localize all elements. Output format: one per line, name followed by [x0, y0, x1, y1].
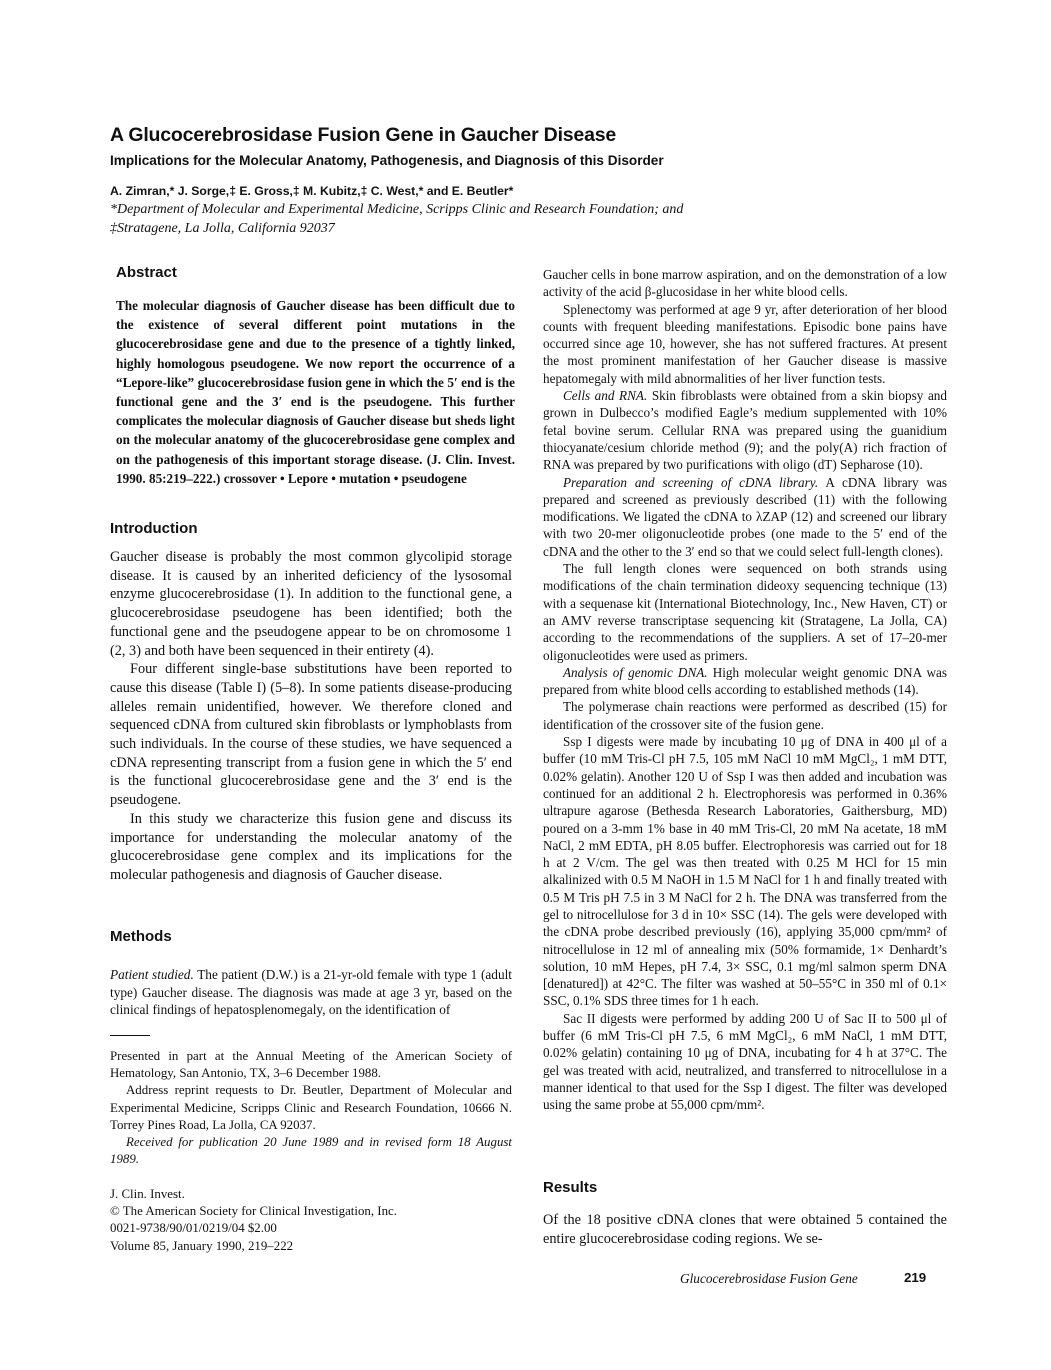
methods-paragraph	[543, 664, 947, 699]
intro-paragraph: In this study we characterize this fusion gene and discuss its importance for understanding the molecular anatomy of the glucocerebrosidase gene complex and its implications for the molecular pathogenesis and diagnosis of Gaucher disease.	[110, 810, 512, 883]
methods-paragraph	[543, 474, 947, 560]
genomic-dna-text: High molecular weight genomic DNA was prepared from white blood cells according to established methods (14).	[543, 664, 947, 698]
methods-paragraph: Gaucher cells in bone marrow aspiration, and on the demonstration of a low activity of the acid β-glucosidase in her white blood cells.	[543, 267, 947, 300]
abstract-text: The molecular diagnosis of Gaucher disease has been difficult due to the existence of several different point mutations in the glucocerebrosidase gene and due to the presence of a tightly linked, highly homologous pseudogene. We now report the occurrence of a “Lepore-like” glucocerebrosidase fusion gene in which the 5′ end is the functional gene and the 3′ end is the pseudogene. This further complicates the molecular diagnosis of Gaucher disease but sheds light on the molecular anatomy of the glucocerebrosidase gene complex and on the pathogenesis of this important storage disease. (J. Clin. Invest. 1990. 85:219–222.) crossover • Lepore • mutation • pseudogene	[116, 298, 515, 486]
article-title: A Glucocerebrosidase Fusion Gene in Gaucher Disease	[110, 124, 617, 146]
journal-line: 0021-9738/90/01/0219/04 $2.00	[110, 1221, 277, 1236]
methods-paragraph: Ssp I digests were made by incubating 10 μg of DNA in 400 μl of a buffer (10 mM Tris-Cl pH 7.5, 105 mM NaCl 10 mM MgCl₂, 1 mM DTT, 0.02% gelatin). Another 120 U of Ssp I was then added and incubation was continued for an additional 2 h. Electrophoresis was performed in 0.36% ultrapure agarose (Bethesda Research Laboratories, Gaithersburg, MD) poured on a 3-mm 1% base in 40 mM Tris-Cl, 20 mM Na acetate, 18 mM NaCl, 2 mM EDTA, pH 8.05 buffer. Electrophoresis was carried out for 18 h at 2 V/cm. The gel was then treated with 0.25 M HCl for 15 min alkalinized with 0.5 M NaOH in 1.5 M NaCl for 1 h and finally treated with 0.5 M Tris pH 7.5 in 3 M NaCl for 2 h. The DNA was transferred from the gel to nitrocellulose for 3 d in 10× SSC (14). The gels were developed with the cDNA probe described previously (16), applying 35,000 cpm/mm² of nitrocellulose in 12 ml of annealing mix (50% formamide, 1× Denhardt’s solution, 10 mM Hepes, pH 7.4, 3× SSC, 0.1 mg/ml salmon sperm DNA [denatured]) at 42°C. The filter was washed at 50–55°C in 350 ml of 0.1× SSC, 0.1% SDS three times for 1 h each.	[543, 734, 947, 1009]
methods-paragraph	[543, 387, 947, 473]
footnote-divider	[110, 1035, 150, 1036]
methods-paragraph: Sac II digests were performed by adding 200 U of Sac II to 500 μl of buffer (6 mM Tris-Cl pH 7.5, 6 mM MgCl₂, 6 mM NaCl, 1 mM DTT, 0.02% gelatin) containing 10 μg of DNA, incubating for 4 h at 37°C. The gel was treated with acid, neutralized, and transferred to nitrocellulose in a manner identical to that used for the Ssp I digest. The filter was developed using the same probe at 55,000 cpm/mm².	[543, 1010, 947, 1113]
patient-studied-text: The patient (D.W.) is a 21-yr-old female with type 1 (adult type) Gaucher disease. The diagnosis was made at age 3 yr, based on the clinical findings of hepatosplenomegaly, on the identification of	[110, 967, 512, 1018]
journal-line: Volume 85, January 1990, 219–222	[110, 1238, 294, 1253]
footnote: Presented in part at the Annual Meeting of the American Society of Hematology, San Antonio, TX, 3–6 December 1988.	[110, 1049, 512, 1081]
methods-heading: Methods	[110, 928, 172, 945]
methods-paragraph: The full length clones were sequenced on both strands using modifications of the chain termination dideoxy sequencing technique (13) with a sequenase kit (International Biotechnology, Inc., New Haven, CT) or an AMV reverse transcriptase sequencing kit (Stratagene, La Jolla, CA) according to the recommendations of the suppliers. A set of 17–20-mer oligonucleotides were used as primers.	[543, 561, 947, 663]
affiliation-2: ‡Stratagene, La Jolla, California 92037	[110, 221, 335, 236]
results-heading: Results	[543, 1179, 598, 1196]
abstract-heading: Abstract	[116, 264, 177, 281]
footnotes	[110, 1048, 512, 1168]
introduction-heading: Introduction	[110, 520, 198, 537]
methods-body	[110, 966, 512, 1019]
cdna-library-text: A cDNA library was prepared and screened as previously described (11) with the following modifications. We ligated the cDNA to λZAP (12) and screened our library with two 20-mer oligonucleotide probes (one made to the 5′ end of the cDNA and the other to the 3′ end so that we could select full-length clones).	[543, 474, 948, 559]
cdna-library-label: Preparation and screening of cDNA library.	[563, 474, 819, 490]
author-list: A. Zimran,* J. Sorge,‡ E. Gross,‡ M. Kubitz,‡ C. West,* and E. Beutler*	[110, 184, 514, 198]
cells-rna-label: Cells and RNA.	[563, 388, 648, 404]
page-number: 219	[904, 1270, 927, 1285]
methods-paragraph	[110, 966, 512, 1019]
journal-info	[110, 1186, 512, 1255]
patient-studied-label: Patient studied.	[110, 967, 194, 982]
introduction-body	[110, 548, 512, 885]
journal-line: © The American Society for Clinical Investigation, Inc.	[110, 1204, 397, 1219]
methods-paragraph: Splenectomy was performed at age 9 yr, after deterioration of her blood counts with frequent bleeding manifestations. Episodic bone pains have occurred since age 10, however, she has not suffered fractures. At present the most prominent manifestation of her Gaucher disease is massive hepatomegaly with mild abnormalities of her liver function tests.	[543, 301, 947, 386]
genomic-dna-label: Analysis of genomic DNA.	[563, 664, 708, 680]
affiliation-1: *Department of Molecular and Experimental Medicine, Scripps Clinic and Research Foundation; and	[110, 202, 684, 217]
methods-paragraph: The polymerase chain reactions were performed as described (15) for identification of the crossover site of the fusion gene.	[543, 699, 947, 732]
right-column-body	[543, 266, 947, 1114]
running-title: Glucocerebrosidase Fusion Gene	[680, 1271, 858, 1286]
results-body	[543, 1211, 947, 1249]
footnote: Received for publication 20 June 1989 and in revised form 18 August 1989.	[110, 1135, 512, 1167]
results-paragraph: Of the 18 positive cDNA clones that were obtained 5 contained the entire glucocerebrosidase coding regions. We se-	[543, 1212, 947, 1247]
intro-paragraph: Gaucher disease is probably the most common glycolipid storage disease. It is caused by an inherited deficiency of the lysosomal enzyme glucocerebrosidase (1). In addition to the functional gene, a glucocerebrosidase pseudogene has been identified; both the functional gene and the pseudogene appear to be on chromosome 1 (2, 3) and both have been sequenced in their entirety (4).	[110, 549, 512, 659]
cells-rna-text: Skin fibroblasts were obtained from a skin biopsy and grown in Dulbecco’s modified Eagle’s medium supplemented with 10% fetal bovine serum. Cellular RNA was prepared using the guanidium thiocyanate/cesium chloride method (9); and the poly(A) rich fraction of RNA was prepared by two purifications with oligo (dT) Sepharose (10).	[543, 388, 947, 473]
footnote: Address reprint requests to Dr. Beutler, Department of Molecular and Experimental Medicine, Scripps Clinic and Research Foundation, 10666 N. Torrey Pines Road, La Jolla, CA 92037.	[110, 1083, 512, 1132]
journal-line: J. Clin. Invest.	[110, 1187, 185, 1201]
intro-paragraph: Four different single-base substitutions have been reported to cause this disease (Table I) (5–8). In some patients disease-producing alleles remain unidentified, however. We therefore cloned and sequenced cDNA from cultured skin fibroblasts or lymphoblasts from such individuals. In the course of these studies, we have sequenced a cDNA representing transcript from a fusion gene in which the 5′ end is the functional glucocerebrosidase gene and the 3′ end is the pseudogene.	[110, 661, 512, 809]
article-subtitle: Implications for the Molecular Anatomy, Pathogenesis, and Diagnosis of this Disorder	[110, 153, 664, 168]
